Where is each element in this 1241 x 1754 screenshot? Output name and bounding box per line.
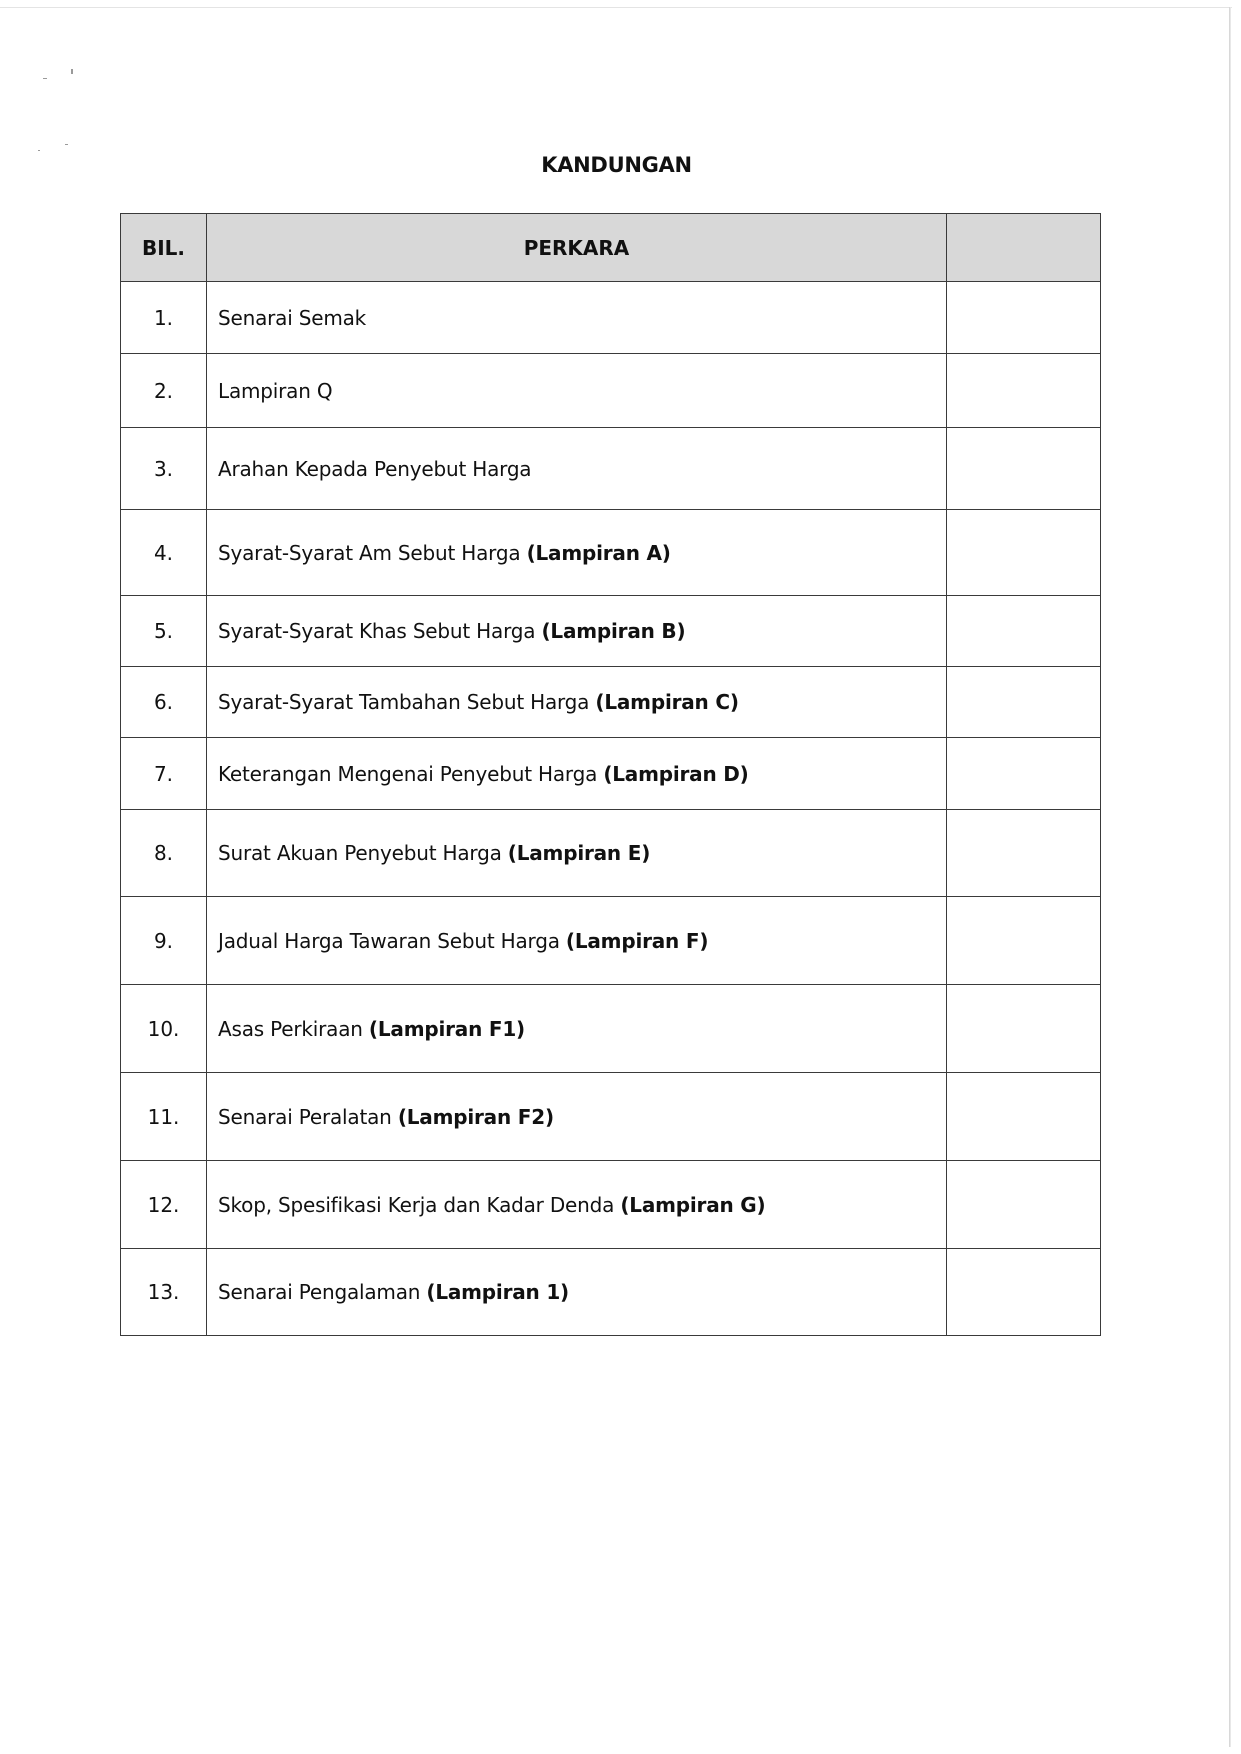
row-item — [207, 510, 947, 596]
row-item — [207, 810, 947, 897]
row-item — [207, 985, 947, 1073]
item-lampiran-ref: (Lampiran C) — [595, 690, 739, 714]
row-number: 1. — [121, 282, 207, 354]
row-blank-cell — [947, 810, 1101, 897]
row-blank-cell — [947, 738, 1101, 810]
row-number: 8. — [121, 810, 207, 897]
row-item — [207, 1249, 947, 1336]
scan-speck — [71, 69, 73, 74]
header-perkara: PERKARA — [207, 214, 947, 282]
row-number: 12. — [121, 1161, 207, 1249]
row-blank-cell — [947, 596, 1101, 667]
row-blank-cell — [947, 428, 1101, 510]
item-text: Jadual Harga Tawaran Sebut Harga — [218, 928, 566, 953]
table-row — [121, 738, 1101, 810]
row-item — [207, 738, 947, 810]
row-item — [207, 596, 947, 667]
item-text: Surat Akuan Penyebut Harga — [218, 841, 508, 865]
row-number: 3. — [121, 428, 207, 510]
item-lampiran-ref: (Lampiran G) — [620, 1192, 766, 1217]
item-lampiran-ref: (Lampiran F) — [565, 928, 709, 953]
item-text: Senarai Semak — [218, 305, 367, 330]
row-number: 10. — [121, 985, 207, 1073]
row-item — [207, 428, 947, 510]
row-blank-cell — [947, 897, 1101, 985]
table-header-row — [121, 214, 1101, 282]
item-text: Keterangan Mengenai Penyebut Harga — [218, 761, 604, 786]
row-number: 2. — [121, 354, 207, 428]
row-number: 9. — [121, 897, 207, 985]
table-row — [121, 897, 1101, 985]
row-item — [207, 667, 947, 738]
table-row — [121, 1073, 1101, 1161]
item-text: Senarai Peralatan — [218, 1104, 398, 1129]
document-title — [0, 153, 1241, 177]
table-row — [121, 510, 1101, 596]
row-item — [207, 282, 947, 354]
table-row — [121, 354, 1101, 428]
table-row — [121, 810, 1101, 897]
item-lampiran-ref: (Lampiran E) — [507, 841, 651, 865]
table-row — [121, 428, 1101, 510]
item-lampiran-ref: (Lampiran 1) — [426, 1280, 570, 1304]
item-lampiran-ref: (Lampiran A) — [526, 540, 671, 565]
item-text: Senarai Pengalaman — [218, 1280, 427, 1304]
row-blank-cell — [947, 510, 1101, 596]
scan-speck — [38, 150, 40, 151]
item-text: Syarat-Syarat Khas Sebut Harga — [218, 619, 542, 643]
item-lampiran-ref: (Lampiran F2) — [397, 1104, 554, 1129]
row-number: 11. — [121, 1073, 207, 1161]
row-blank-cell — [947, 1249, 1101, 1336]
row-item — [207, 1161, 947, 1249]
table-row — [121, 1161, 1101, 1249]
row-blank-cell — [947, 282, 1101, 354]
item-text: Arahan Kepada Penyebut Harga — [218, 456, 532, 481]
row-blank-cell — [947, 667, 1101, 738]
row-blank-cell — [947, 1161, 1101, 1249]
row-item — [207, 897, 947, 985]
row-number: 7. — [121, 738, 207, 810]
item-lampiran-ref: (Lampiran F1) — [368, 1016, 525, 1041]
scan-speck — [43, 78, 47, 79]
item-text: Syarat-Syarat Am Sebut Harga — [218, 540, 527, 565]
item-lampiran-ref: (Lampiran B) — [541, 619, 686, 643]
page-edge-top — [0, 7, 1232, 8]
row-item — [207, 1073, 947, 1161]
table-row — [121, 985, 1101, 1073]
header-blank — [947, 214, 1101, 282]
row-blank-cell — [947, 354, 1101, 428]
table-row — [121, 1249, 1101, 1336]
item-lampiran-ref: (Lampiran D) — [603, 761, 749, 786]
row-number: 6. — [121, 667, 207, 738]
item-text: Asas Perkiraan — [218, 1016, 369, 1041]
title-text: KANDUNGAN — [541, 153, 692, 177]
contents-table — [120, 213, 1101, 1336]
row-item — [207, 354, 947, 428]
row-blank-cell — [947, 985, 1101, 1073]
table-row — [121, 667, 1101, 738]
table-row — [121, 282, 1101, 354]
row-blank-cell — [947, 1073, 1101, 1161]
row-number: 4. — [121, 510, 207, 596]
item-text: Lampiran Q — [218, 378, 333, 403]
table-body — [121, 282, 1101, 1336]
table-row — [121, 596, 1101, 667]
item-text: Syarat-Syarat Tambahan Sebut Harga — [218, 690, 596, 714]
item-text: Skop, Spesifikasi Kerja dan Kadar Denda — [218, 1192, 621, 1217]
page-edge-right — [1229, 7, 1231, 1747]
scan-speck — [65, 144, 68, 145]
header-bil: BIL. — [121, 214, 207, 282]
row-number: 13. — [121, 1249, 207, 1336]
row-number: 5. — [121, 596, 207, 667]
